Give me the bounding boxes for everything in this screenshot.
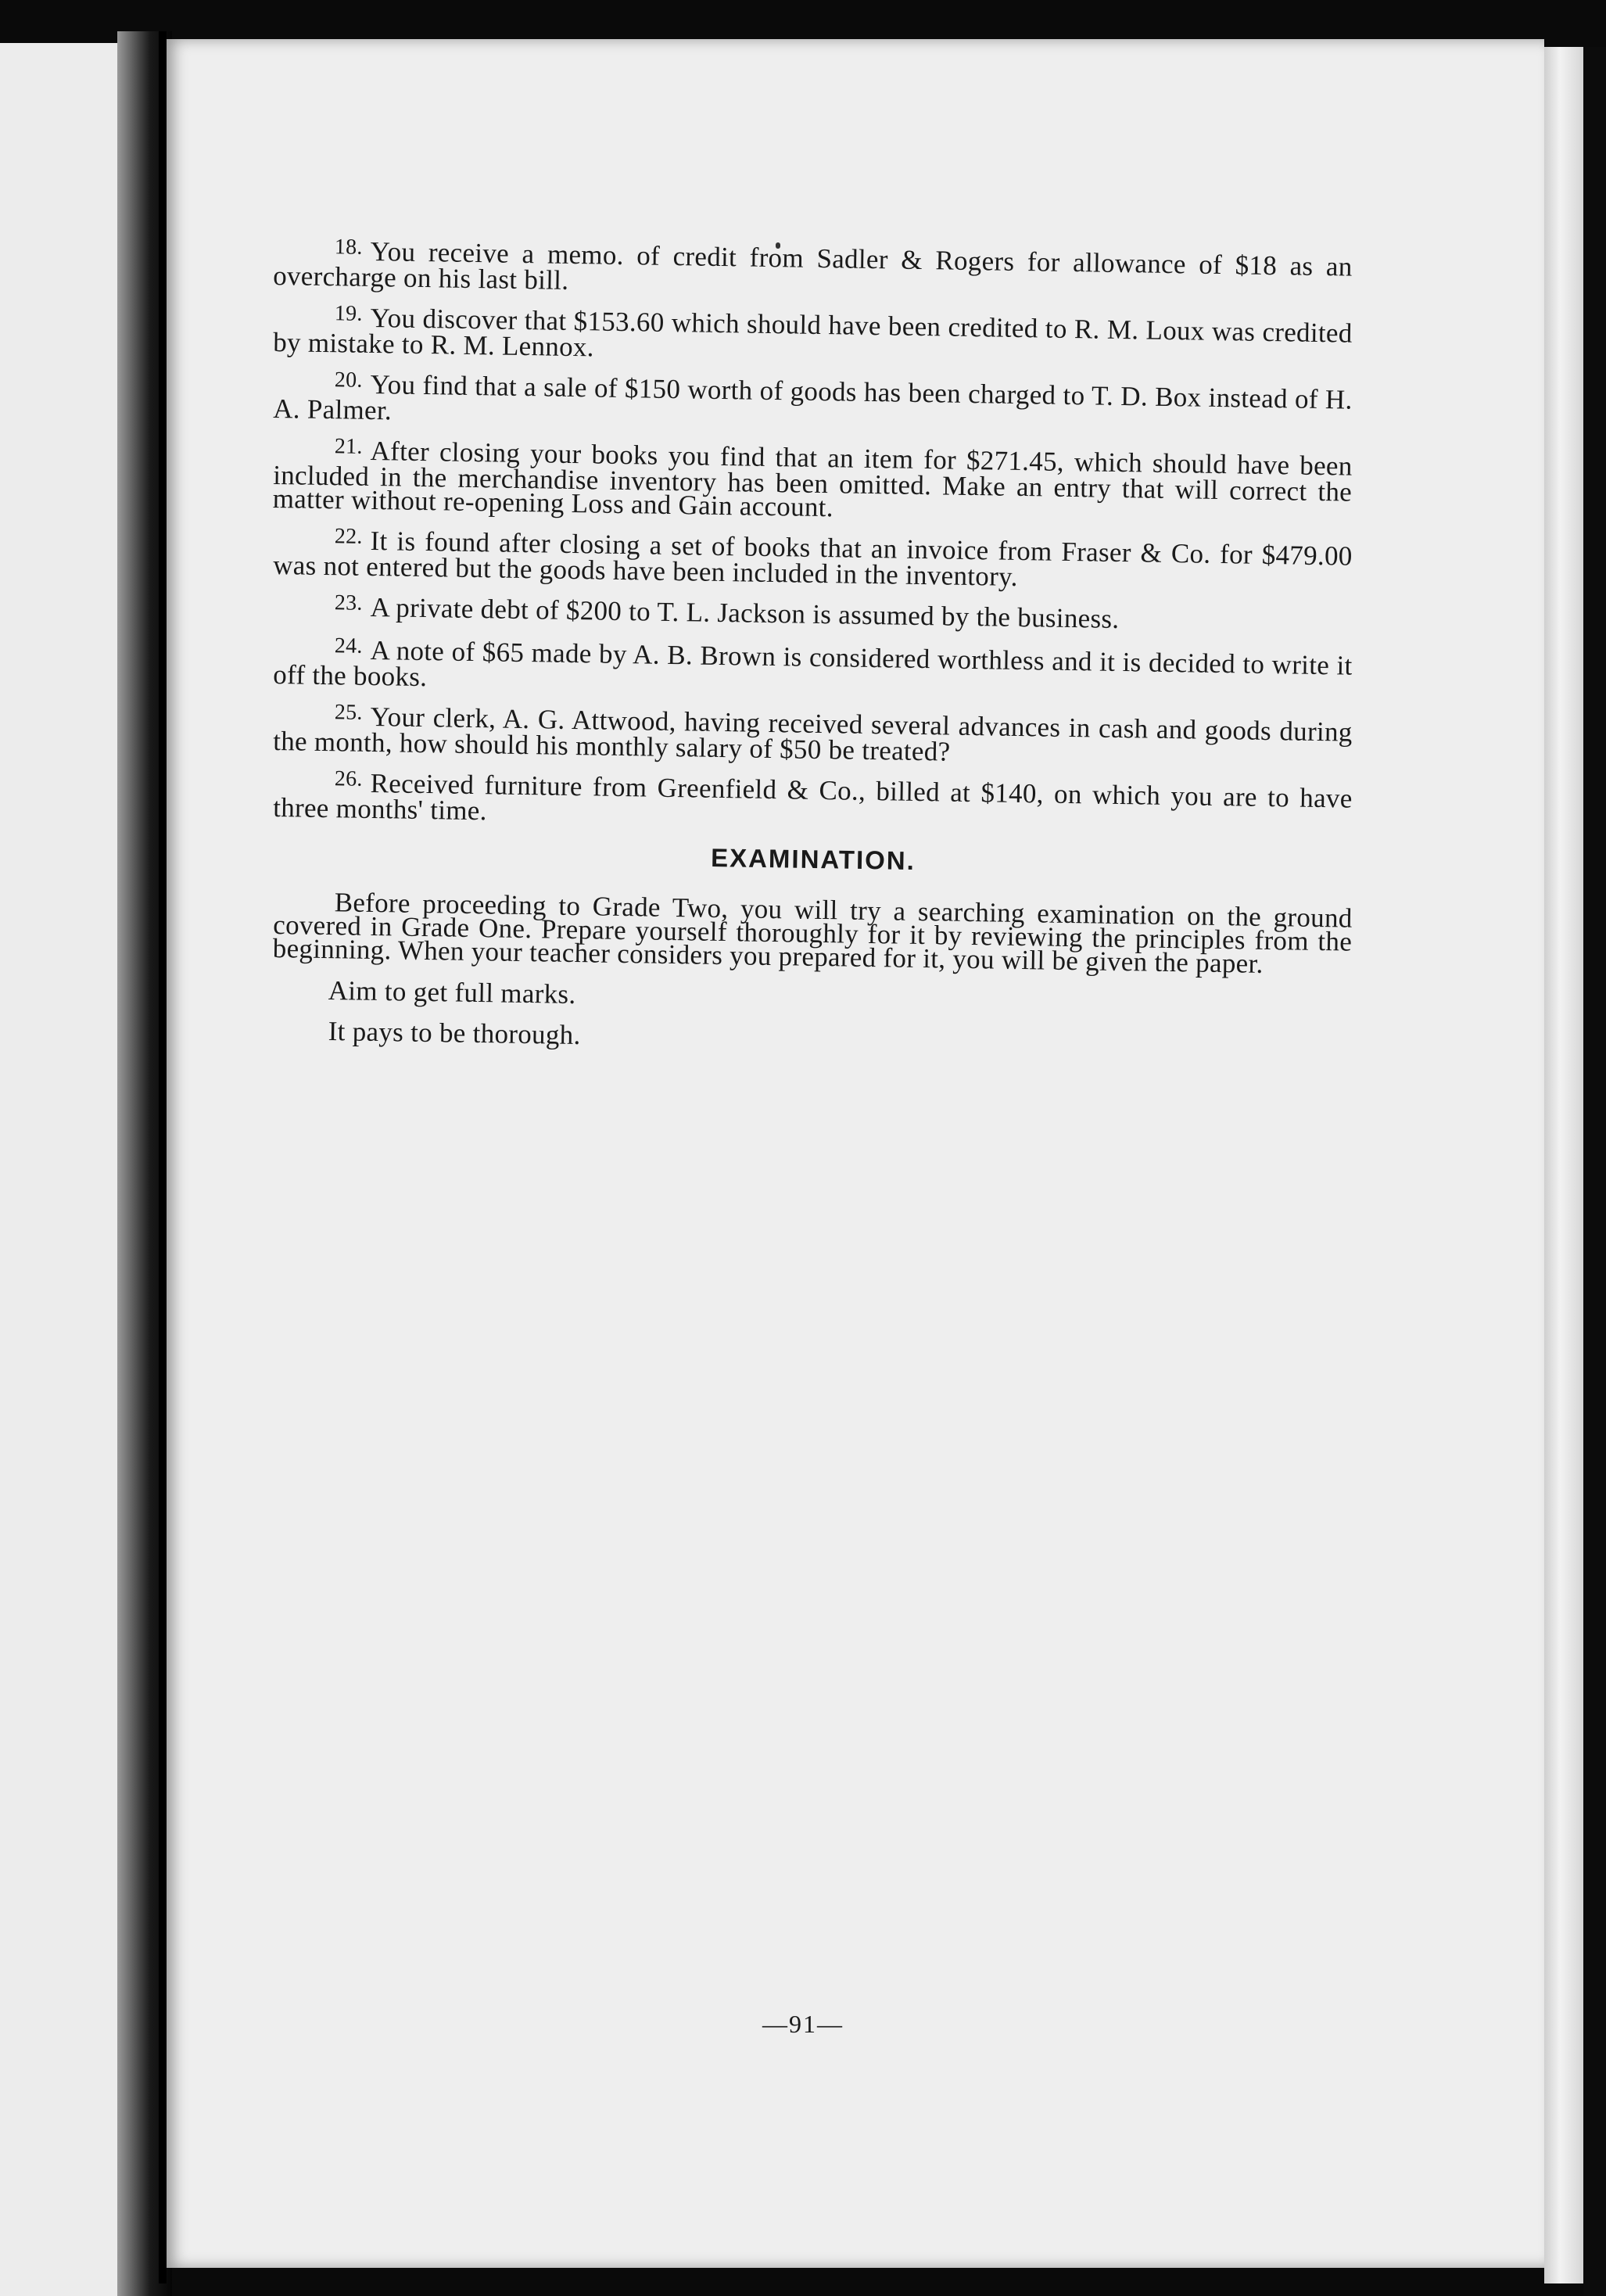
item-number: 25.: [334, 700, 363, 725]
item-number: 21.: [334, 434, 363, 459]
item-number: 23.: [334, 590, 363, 615]
item-text: A note of $65 made by A. B. Brown is considered worthless and it is decided to write it off the books.: [272, 634, 1353, 693]
exercise-item-23: [273, 590, 1352, 637]
exercise-item-19: [272, 301, 1353, 371]
page-number: —91—: [762, 2010, 844, 2038]
exercise-item-20: [272, 368, 1353, 438]
examination-heading: EXAMINATION.: [710, 842, 916, 876]
item-number: 18.: [334, 235, 363, 260]
item-number: 24.: [334, 633, 363, 658]
item-text: You receive a memo. of credit from Sadler & Rogers for allowance of $18 as an overcharge on his last bill.: [272, 235, 1353, 296]
item-text: Received furniture from Greenfield & Co., billed at $140, on which you are to have three months' time.: [272, 767, 1353, 827]
item-text: After closing your books you find that an item for $271.45, which should have been included in the merchandise inventory has been omitted. Make an entry that will correct the matter without re-opening Loss and Gain account.: [272, 435, 1353, 523]
item-number: 26.: [334, 766, 363, 791]
exercise-item-18: [272, 235, 1353, 305]
exercise-item-25: [272, 700, 1353, 770]
examination-line-thorough: It pays to be thorough.: [328, 1016, 581, 1051]
item-text: You find that a sale of $150 worth of goods has been charged to T. D. Box instead of H. A. Palmer.: [272, 368, 1353, 426]
page-content: [272, 235, 1353, 1060]
spine-mark: [159, 227, 165, 244]
exercise-item-22: [272, 524, 1353, 594]
exercise-item-24: [272, 633, 1353, 704]
exercise-item-26: [272, 766, 1353, 837]
binding-spine: [159, 31, 167, 2283]
item-text: You discover that $153.60 which should have been credited to R. M. Loux was credited by mistake to R. M. Lennox.: [272, 302, 1353, 363]
item-number: 20.: [334, 368, 363, 393]
right-scan-border: [1583, 47, 1606, 2296]
examination-paragraph: Before proceeding to Grade Two, you will try a searching examination on the ground covered in Grade One. Prepare yourself thoroughly for it by reviewing the principles from the beginning. When your teacher considers you prepared for it, you will be given the paper.: [272, 887, 1353, 979]
right-page-edge: [1544, 47, 1583, 2283]
item-number: 19.: [334, 301, 363, 326]
item-number: 22.: [334, 524, 363, 549]
item-text: It is found after closing a set of books that an invoice from Fraser & Co. for $479.00 was not entered but the goods have been included in the inventory.: [272, 525, 1353, 592]
exercise-item-21: [272, 434, 1353, 528]
examination-line-marks: Aim to get full marks.: [328, 975, 576, 1010]
item-text: A private debt of $200 to T. L. Jackson is assumed by the business.: [370, 591, 1120, 634]
item-text: Your clerk, A. G. Attwood, having received several advances in cash and goods during the month, how should his monthly salary of $50 be treated?: [272, 701, 1353, 767]
